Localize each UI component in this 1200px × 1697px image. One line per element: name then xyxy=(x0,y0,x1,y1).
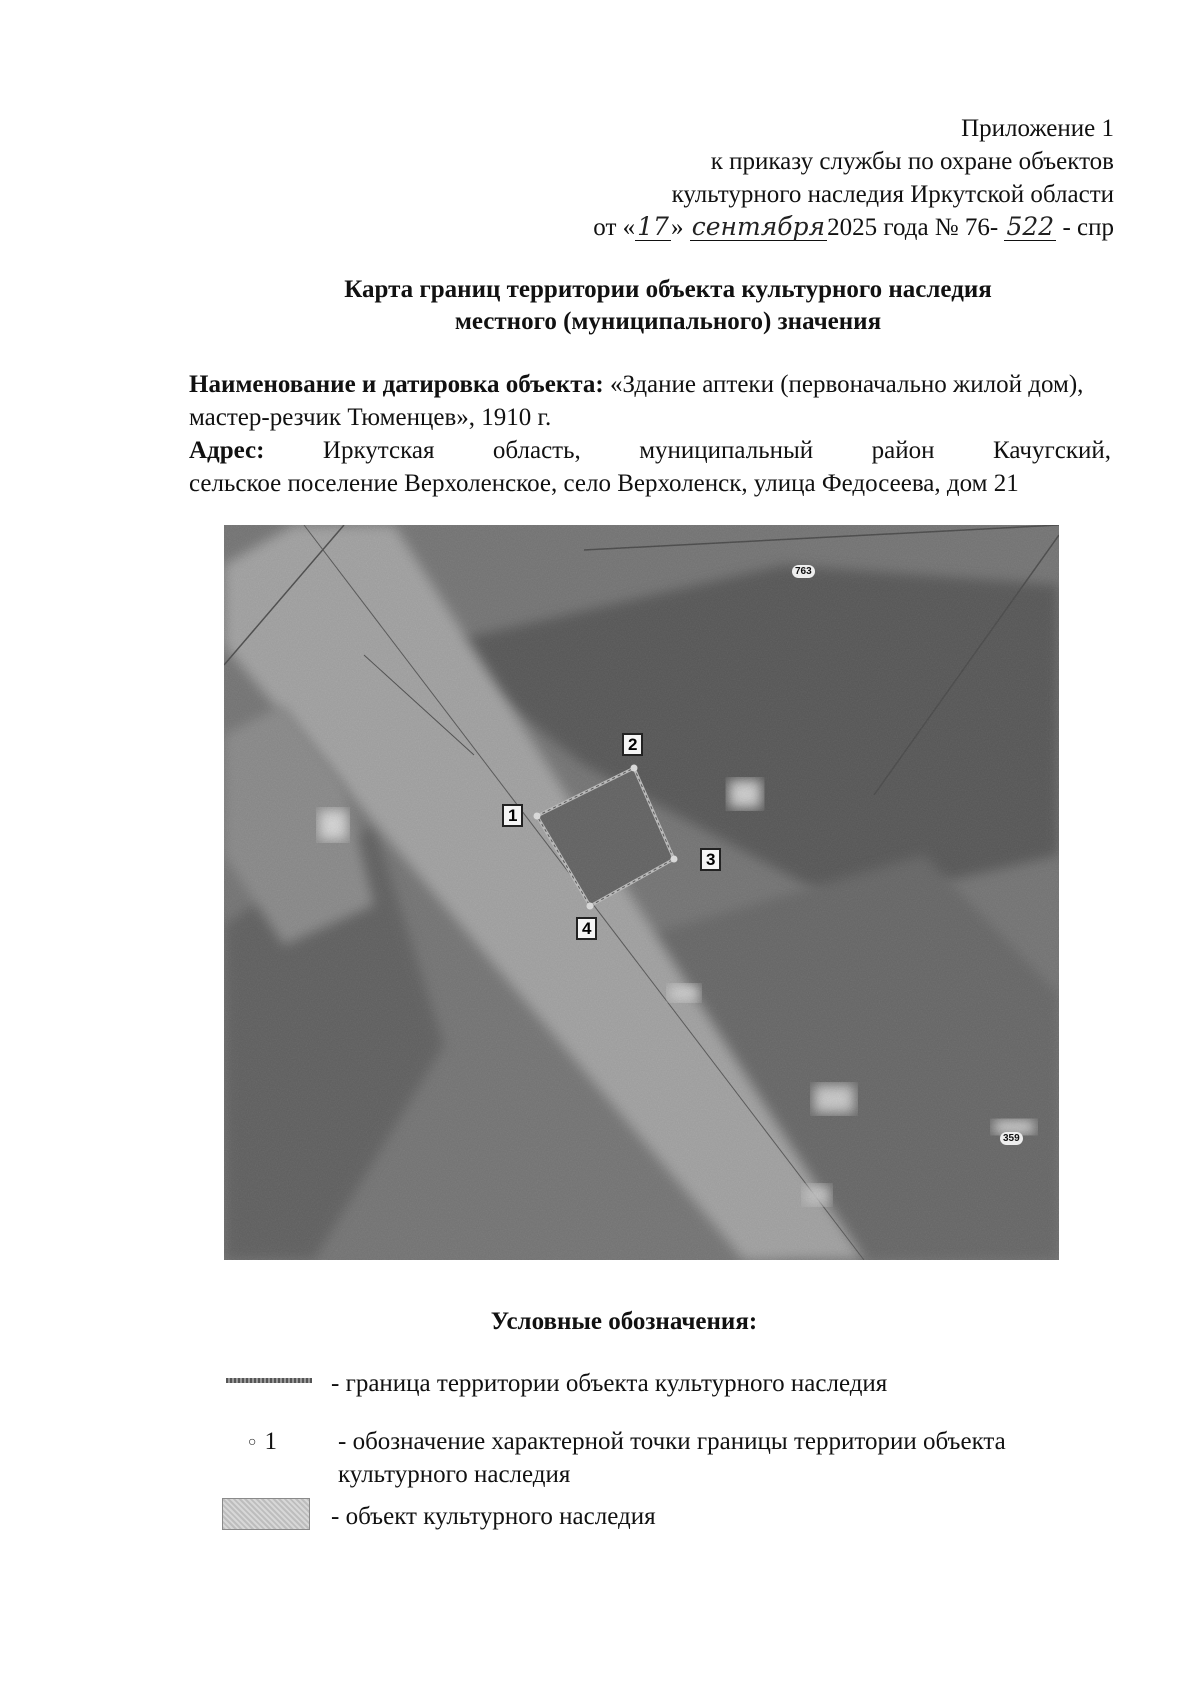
date-mid: » xyxy=(670,214,684,241)
legend-title: Условные обозначения: xyxy=(490,1308,758,1335)
handwritten-month: сентября xyxy=(691,212,826,241)
legend-item-point: - обозначение характерной точки границы территории объекта культурного наследия xyxy=(338,1428,1006,1488)
boundary-line-icon xyxy=(226,1378,312,1383)
point-label-4: 4 xyxy=(576,917,597,940)
hatched-area-icon xyxy=(222,1498,310,1530)
handwritten-day: 17 xyxy=(637,212,669,241)
object-name-label: Наименование и датировка объекта: xyxy=(189,371,604,398)
point-label-3: 3 xyxy=(700,848,721,871)
legend-item-boundary: - граница территории объекта культурного наследия xyxy=(331,1370,888,1397)
point-marker-icon xyxy=(248,1425,277,1459)
point-label-1: 1 xyxy=(502,804,523,827)
house-number-badge: 763 xyxy=(792,565,815,578)
point-label-2: 2 xyxy=(622,733,643,756)
year-and-number: 2025 года № 76- xyxy=(827,214,999,241)
appendix-title: Приложение 1 xyxy=(961,115,1114,142)
appendix-date-line xyxy=(593,211,1114,244)
aerial-map xyxy=(224,525,1059,1260)
page-title-line-2: местного (муниципального) значения xyxy=(454,308,882,335)
object-address xyxy=(189,434,1111,467)
appendix-line-order: к приказу службы по охране объектов xyxy=(710,148,1114,175)
object-name-value: «Здание аптеки (первоначально жилой дом), мастер-резчик Тюменцев», 1910 г. xyxy=(189,371,1084,431)
page-title-line-1: Карта границ территории объекта культурного наследия xyxy=(344,276,992,303)
legend-item-object: - объект культурного наследия xyxy=(331,1503,656,1530)
object-name xyxy=(189,368,1111,434)
handwritten-number: 522 xyxy=(1006,212,1055,241)
date-prefix: от « xyxy=(593,214,636,241)
point-dot-icon: ○ xyxy=(248,1435,257,1450)
appendix-line-authority: культурного наследия Иркутской области xyxy=(671,181,1114,208)
point-marker-label: 1 xyxy=(264,1428,277,1455)
house-number-badge: 359 xyxy=(1000,1132,1023,1145)
address-line-2: сельское поселение Верхоленское, село Верхоленск, улица Федосеева, дом 21 xyxy=(189,470,1019,497)
address-label: Адрес: xyxy=(189,437,265,464)
aerial-map-image xyxy=(224,525,1059,1260)
number-suffix: - спр xyxy=(1062,214,1114,241)
address-line-1: Иркутская область, муниципальный район Качугский, xyxy=(322,437,1111,464)
